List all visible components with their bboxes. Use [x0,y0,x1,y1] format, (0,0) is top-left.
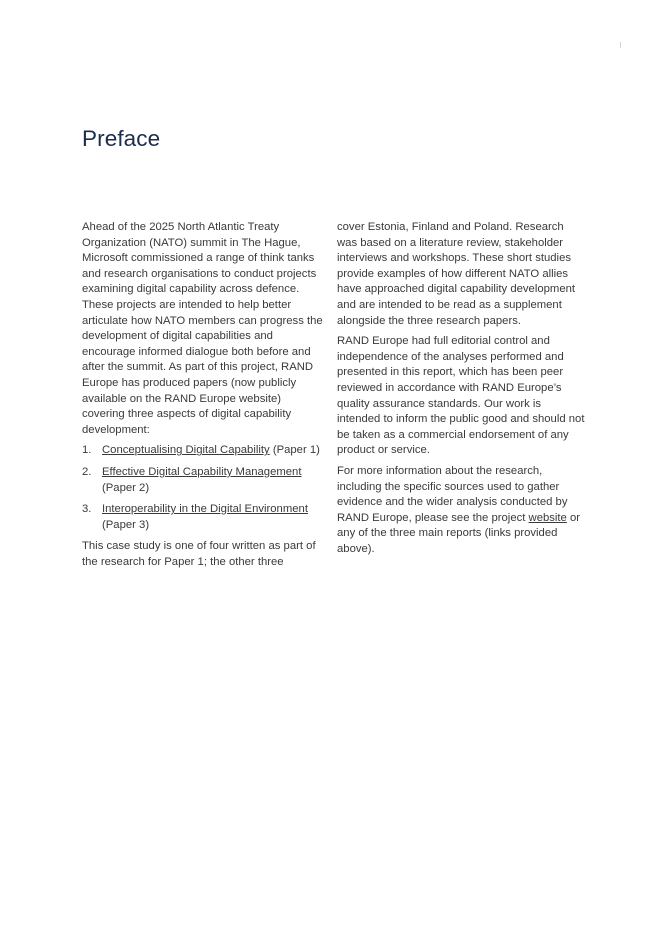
more-info-text-end: or any of the three main reports (links provided above). [337,511,581,555]
paper-list-item [82,443,326,459]
right-column [337,220,585,562]
left-column [82,220,326,575]
paper-label: (Paper 3) [102,518,150,531]
papers-list [82,443,326,533]
paper-3-link[interactable]: Interoperability in the Digital Environment [102,503,308,516]
page-title: Preface [82,126,161,151]
paper-list-item [82,502,326,533]
page-marker [620,42,621,48]
list-number: 1. [82,444,92,457]
paper-list-item [82,465,326,496]
intro-paragraph: Ahead of the 2025 North Atlantic Treaty Organization (NATO) summit in The Hague, Microsoft commissioned a range of think tanks and research organisations to conduct projects examining digital capability across defence. These projects are intended to help better articulate how NATO members can progress the development of digital capabilities and encourage informed dialogue both before and after the summit. As part of this project, RAND Europe has produced papers (now publicly available on the RAND Europe website) covering three aspects of digital capability development: [82,221,323,436]
case-study-paragraph: This case study is one of four written as part of the research for Paper 1; the other three [82,540,316,568]
paper-1-link[interactable]: Conceptualising Digital Capability [102,444,270,457]
list-number: 3. [82,503,92,516]
editorial-paragraph: RAND Europe had full editorial control and independence of the analyses performed and presented in this report, which has been peer reviewed in accordance with RAND Europe’s quality assurance standards. Our work is intended to inform the public good and should not be taken as a commercial endorsement of any product or service. [337,335,585,457]
more-info-paragraph [337,464,585,558]
website-link[interactable]: website [528,511,567,524]
list-number: 2. [82,465,92,478]
case-study-continued-paragraph: cover Estonia, Finland and Poland. Research was based on a literature review, stakeholder interviews and workshops. These short studies provide examples of how different NATO allies have approached digital capability development and are intended to be read as a supplement alongside the three research papers. [337,221,576,327]
paper-label: (Paper 1) [272,444,320,457]
paper-2-link[interactable]: Effective Digital Capability Management [102,465,302,478]
paper-label: (Paper 2) [102,481,150,494]
more-info-text: For more information about the research, including the specific sources used to gather evidence and the wider analysis conducted by RAND Europe, please see the project [337,464,568,524]
